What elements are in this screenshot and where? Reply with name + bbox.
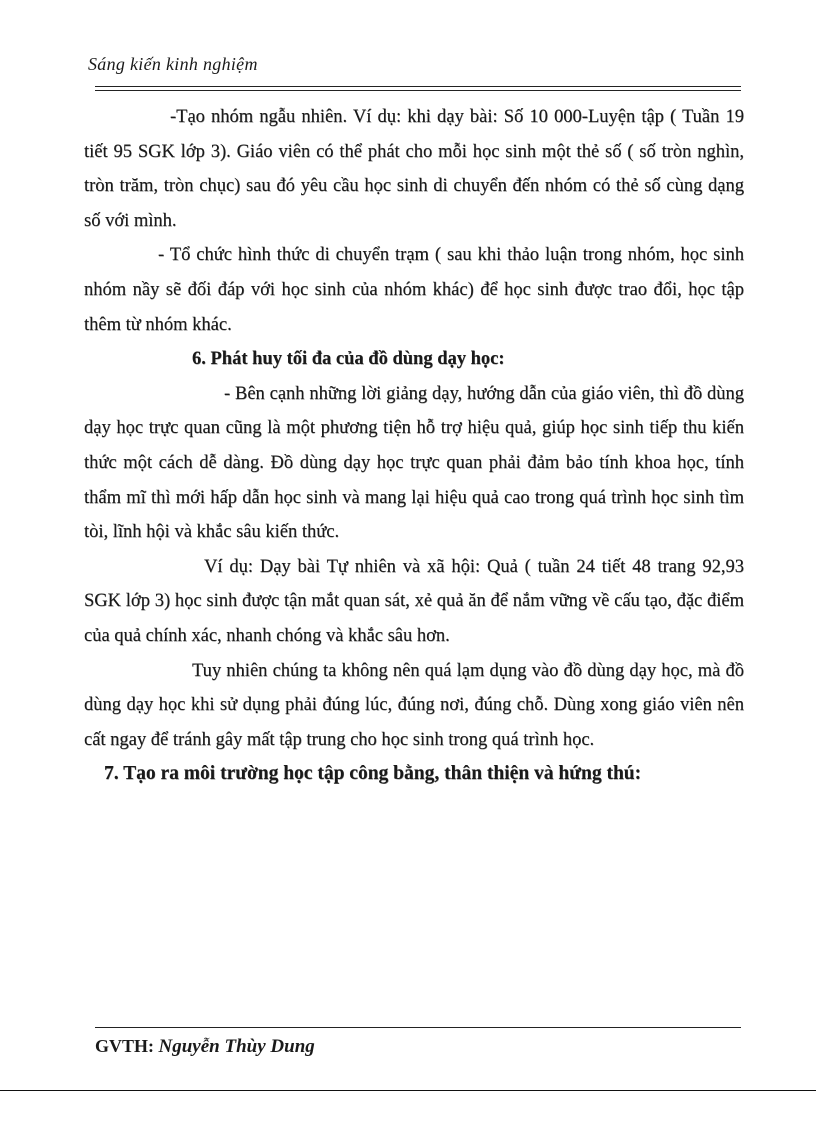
header-divider-line	[95, 86, 741, 87]
paragraph-caution: Tuy nhiên chúng ta không nên quá lạm dụng vào đồ dùng dạy học, mà đồ dùng dạy học khi sử dụng phải đúng lúc, đúng nơi, đúng chỗ. Dùng xong giáo viên nên cất ngay để tránh gây mất tập trung cho học sinh trong quá trình học.	[84, 660, 744, 750]
paragraph-random-groups: -Tạo nhóm ngẫu nhiên. Ví dụ: khi dạy bài: Số 10 000-Luyện tập ( Tuần 19 tiết 95 SGK lớp 3). Giáo viên có thể phát cho mỗi học sinh một thẻ số ( số tròn nghìn, tròn trăm, tròn chục) sau đó yêu cầu học sinh di chuyển đến nhóm có thẻ số cùng dạng số với mình.	[84, 107, 744, 231]
paragraph-station-rotation: - Tổ chức hình thức di chuyển trạm ( sau khi thảo luận trong nhóm, học sinh nhóm nầy sẽ đối đáp với học sinh của nhóm khác) để học sinh được trao đổi, học tập thêm từ nhóm khác.	[84, 245, 744, 335]
footer-label: GVTH:	[95, 1036, 155, 1056]
header-divider-line-secondary	[95, 90, 741, 91]
paragraph-example: Ví dụ: Dạy bài Tự nhiên và xã hội: Quả ( tuần 24 tiết 48 trang 92,93 SGK lớp 3) học sinh được tận mắt quan sát, xẻ quả ăn để nắm vững về cấu tạo, đặc điểm của quả chính xác, nhanh chóng và khắc sâu hơn.	[84, 556, 744, 646]
footer-author-name: Nguyễn Thùy Dung	[158, 1036, 315, 1057]
document-header-title: Sáng kiến kinh nghiệm	[88, 54, 258, 74]
footer-divider-line	[95, 1027, 741, 1028]
document-footer	[95, 1036, 315, 1058]
section-heading-6: 6. Phát huy tối đa của đồ dùng dạy học:	[192, 349, 505, 370]
section-heading-7: 7. Tạo ra môi trường học tập công bằng, thân thiện và hứng thú:	[104, 763, 642, 785]
paragraph-teaching-aids: - Bên cạnh những lời giảng dạy, hướng dẫn của giáo viên, thì đồ dùng dạy học trực quan cũng là một phương tiện hỗ trợ hiệu quả, giúp học sinh tiếp thu kiến thức một cách dễ dàng. Đồ dùng dạy học trực quan phải đảm bảo tính khoa học, tính thẩm mĩ thì mới hấp dẫn học sinh và mang lại hiệu quả cao trong quá trình học sinh tìm tòi, lĩnh hội và khắc sâu kiến thức.	[84, 383, 744, 543]
page-bottom-border	[0, 1090, 816, 1091]
document-body	[84, 100, 744, 792]
